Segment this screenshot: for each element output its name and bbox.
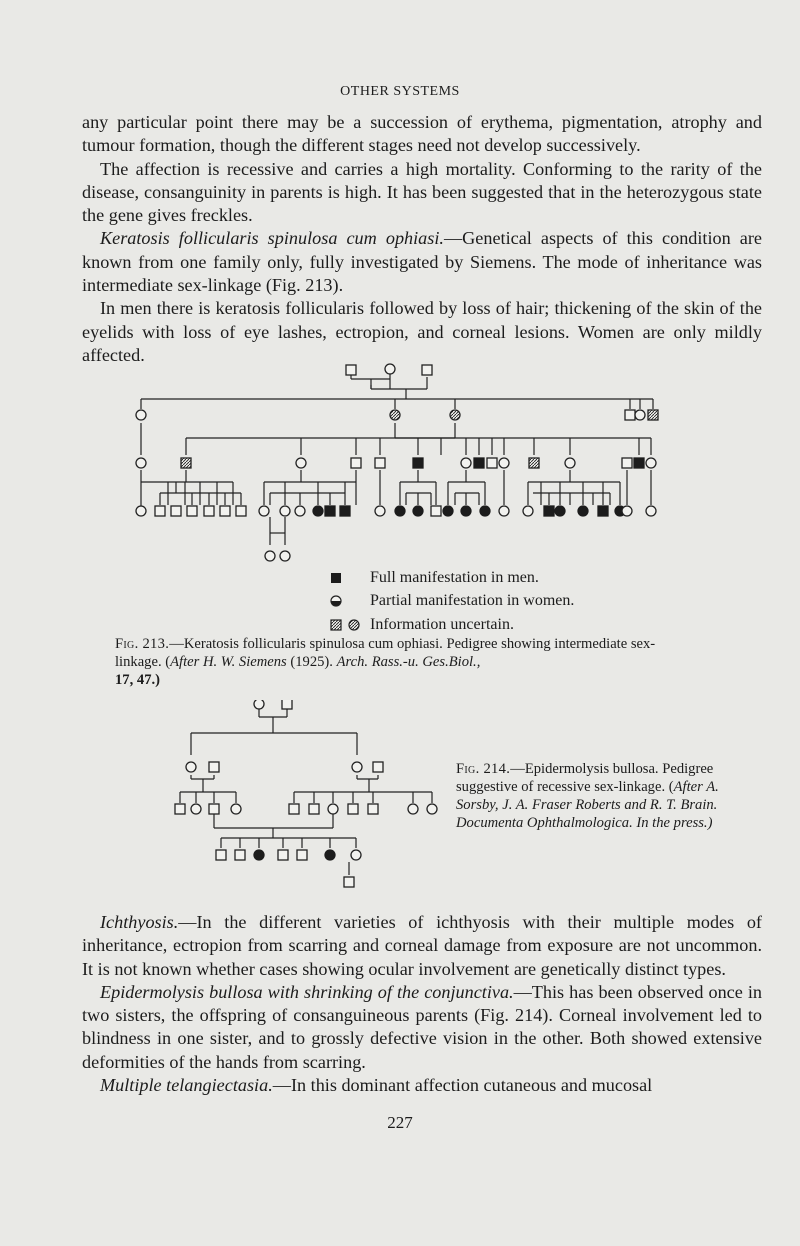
ichthyosis-heading: Ichthyosis. [100, 912, 179, 932]
pedigree-symbols [136, 364, 658, 561]
fig213-journal: Arch. Rass.-u. Ges.Biol., [336, 654, 481, 670]
bottom-text-block [82, 911, 762, 1097]
pedigree-lines [141, 372, 653, 545]
running-head: OTHER SYSTEMS [340, 84, 460, 99]
epidermolysis-heading: Epidermolysis bullosa with shrinking of the conjunctiva. [100, 981, 514, 1002]
legend-partial [330, 590, 574, 612]
epidermolysis-paragraph [82, 981, 762, 1074]
fig213-label: Fig. 213. [115, 636, 170, 652]
legend-full-label: Full manifestation in men. [370, 569, 539, 586]
paragraph-4: In men there is keratosis follicularis followed by loss of hair; thickening of the skin of the eyelids with loss of eye lashes, ectropion, and corneal lesions. Women are only mildly affected. [82, 298, 762, 365]
telangiectasia-paragraph [82, 1074, 762, 1097]
ichthyosis-paragraph [82, 911, 762, 981]
epidermolysis-text: —This has been observed once in two sisters, the offspring of consanguineous parents (Fig. 214). Corneal involvement led to blindness in one sister, and to grossly defective vision in the other. Both showed extensive deformities of the hands from scarring. [82, 981, 762, 1072]
fig213-citation: After H. W. Siemens [170, 654, 287, 670]
pedigree-fig-213 [0, 0, 800, 580]
page-number: 227 [387, 1113, 413, 1132]
legend-partial-label: Partial manifestation in women. [370, 592, 575, 609]
paragraph-1: any particular point there may be a succession of erythema, pigmentation, atrophy and tumour formation, though the different stages need not develop successively. [82, 112, 762, 156]
fig214-label: Fig. 214. [456, 761, 511, 777]
fig214-citation: After A. Sorsby, J. A. Fraser Roberts and R. T. Brain. Documenta Ophthalmologica. In the press.) [456, 779, 719, 831]
telangiectasia-heading: Multiple telangiectasia. [100, 1075, 273, 1096]
fig213-text: —Keratosis follicularis spinulosa cum ophiasi. Pedigree showing intermediate sex-linkage. ( [115, 636, 656, 670]
legend-full-symbol [330, 572, 370, 584]
figure-214-caption [456, 760, 726, 832]
keratosis-heading: Keratosis follicularis spinulosa cum ophiasi. [100, 228, 444, 249]
legend-full [330, 567, 539, 589]
fig213-volume: 17, 47.) [115, 672, 160, 688]
legend-uncertain-symbol [330, 619, 370, 631]
figure-213-caption [115, 635, 695, 689]
paragraph-2: The affection is recessive and carries a high mortality. Conforming to the rarity of the disease, consanguinity in parents is high. It has been suggested that in the heterozygous state the gene gives freckles. [82, 158, 762, 226]
legend-uncertain-label: Information uncertain. [370, 616, 514, 633]
fig214-text: —Epidermolysis bullosa. Pedigree suggestive of recessive sex-linkage. ( [456, 761, 714, 795]
fig213-year: (1925). [286, 654, 337, 670]
ichthyosis-text: —In the different varieties of ichthyosis with their multiple modes of inheritance, ectropion from scarring and corneal damage from exposure are not uncommon. It is not known whether cases showing ocular involvement are genetically distinct types. [82, 912, 762, 979]
legend-uncertain [330, 614, 514, 636]
telangiectasia-text: —In this dominant affection cutaneous and mucosal [272, 1075, 653, 1096]
legend-partial-symbol [330, 595, 370, 607]
paragraph-3-text: —Genetical aspects of this condition are known from one family only, fully investigated by Siemens. The mode of inheritance was intermediate sex-linkage (Fig. 213). [82, 228, 762, 296]
